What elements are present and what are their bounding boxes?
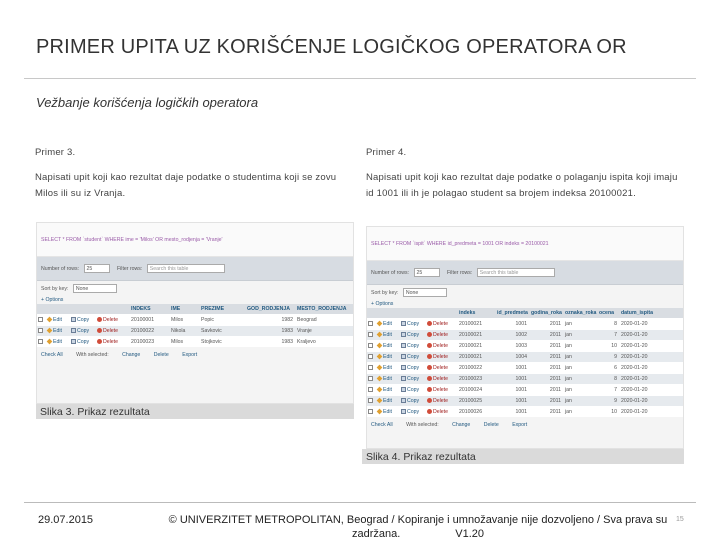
cell-godina: 2011 [530,352,564,363]
sort-select[interactable]: None [73,284,117,293]
delete-link[interactable] [426,396,458,407]
copy-icon [401,343,406,348]
slide-subtitle: Vežbanje korišćenja logičkih operatora [36,95,259,110]
pencil-icon [377,376,383,382]
cell-ime: Milos [170,337,200,348]
delete-label: Delete [433,321,448,327]
cell-indeks: 20100024 [458,385,496,396]
cell-god: 1983 [246,337,296,348]
table-row [37,337,353,348]
edit-link[interactable] [376,374,400,385]
edit-link[interactable] [46,337,70,348]
sort-row [37,281,353,296]
delete-button[interactable]: Delete [153,352,169,358]
column-header[interactable]: oznaka_roka [564,308,598,319]
delete-icon [427,321,432,326]
cell-godina: 2011 [530,363,564,374]
cell-ocena: 8 [598,319,620,330]
row-checkbox[interactable] [367,319,376,330]
result-table [367,308,683,417]
edit-label: Edit [383,387,392,393]
cell-rok: jan [564,341,598,352]
options-link[interactable]: + Options [371,301,394,307]
cell-id: 1001 [496,385,530,396]
cell-ocena: 10 [598,341,620,352]
cell-datum: 2020-01-20 [620,352,683,363]
delete-link[interactable] [426,341,458,352]
cell-god: 1983 [246,326,296,337]
column-header[interactable]: ocena [598,308,620,319]
column-header[interactable]: GOD_RODJENJA [246,304,296,315]
example-label: Primer 4. [366,147,407,158]
edit-label: Edit [53,339,62,345]
checkbox-icon[interactable] [368,354,373,359]
cell-godina: 2011 [530,396,564,407]
column-header [96,304,130,315]
pencil-icon [377,332,383,338]
checkbox-icon[interactable] [368,343,373,348]
cell-datum: 2020-01-20 [620,319,683,330]
rows-label: Number of rows: [41,265,80,272]
delete-label: Delete [103,328,118,334]
column-header [376,308,400,319]
table-row [367,319,683,330]
cell-ocena: 10 [598,407,620,418]
with-selected-label: With selected: [76,352,109,358]
pencil-icon [377,387,383,393]
delete-label: Delete [433,343,448,349]
page-number: 15 [676,516,684,523]
footer-copyright [150,513,686,540]
delete-link[interactable] [426,385,458,396]
cell-ocena: 8 [598,374,620,385]
cell-datum: 2020-01-20 [620,407,683,418]
with-selected-label: With selected: [406,422,439,428]
column-header[interactable]: IME [170,304,200,315]
copy-label: Copy [407,387,420,393]
pencil-icon [377,409,383,415]
cell-rok: jan [564,407,598,418]
copy-link[interactable] [400,396,426,407]
copy-label: Copy [77,317,90,323]
edit-link[interactable] [376,352,400,363]
cell-indeks: 20100022 [130,326,170,337]
cell-ocena: 7 [598,385,620,396]
delete-icon [97,339,102,344]
table-toolbar [367,261,683,285]
example-text: Napisati upit koji kao rezultat daje podatke o studentima koji se zovu Milos ili su iz Vranja. [35,172,337,199]
column-header [46,304,70,315]
edit-label: Edit [383,332,392,338]
cell-prezime: Stojkovic [200,337,246,348]
cell-indeks: 20100021 [458,319,496,330]
result-table [37,304,353,347]
cell-datum: 2020-01-20 [620,374,683,385]
table-row [367,407,683,418]
cell-datum: 2020-01-20 [620,385,683,396]
edit-link[interactable] [376,341,400,352]
row-checkbox[interactable] [367,363,376,374]
edit-link[interactable] [376,363,400,374]
cell-godina: 2011 [530,374,564,385]
copy-link[interactable] [400,385,426,396]
delete-label: Delete [433,365,448,371]
cell-godina: 2011 [530,385,564,396]
change-button[interactable]: Change [122,352,141,358]
cell-datum: 2020-01-20 [620,396,683,407]
pencil-icon [377,365,383,371]
pencil-icon [377,343,383,349]
table-toolbar [37,257,353,281]
column-header [37,304,46,315]
edit-link[interactable] [46,315,70,326]
copy-icon [71,328,76,333]
row-checkbox[interactable] [367,396,376,407]
delete-label: Delete [433,398,448,404]
column-header[interactable]: MESTO_RODJENJA [296,304,353,315]
copy-label: Copy [407,398,420,404]
delete-icon [427,365,432,370]
filter-label: Filter rows: [446,269,473,276]
delete-icon [97,328,102,333]
delete-icon [427,332,432,337]
cell-indeks: 20100021 [458,341,496,352]
cell-rok: jan [564,363,598,374]
table-row [367,330,683,341]
delete-button[interactable]: Delete [483,422,499,428]
delete-link[interactable] [426,407,458,418]
delete-link[interactable] [426,352,458,363]
row-checkbox[interactable] [367,330,376,341]
cell-ime: Milos [170,315,200,326]
pencil-icon [47,317,53,323]
delete-icon [427,376,432,381]
edit-label: Edit [383,376,392,382]
cell-indeks: 20100023 [130,337,170,348]
cell-godina: 2011 [530,330,564,341]
row-checkbox[interactable] [367,352,376,363]
change-button[interactable]: Change [452,422,471,428]
sql-query: SELECT * FROM `student` WHERE ime = 'Milos' OR mesto_rodjenja = 'Vranje' [37,223,353,257]
pencil-icon [47,339,53,345]
delete-label: Delete [433,376,448,382]
cell-mesto: Kraljevo [296,337,353,348]
rows-label: Number of rows: [371,269,410,276]
right-column [366,145,686,202]
cell-indeks: 20100001 [130,315,170,326]
cell-id: 1001 [496,396,530,407]
column-header[interactable]: indeks [458,308,496,319]
copy-label: Copy [407,321,420,327]
copy-label: Copy [407,376,420,382]
checkbox-icon[interactable] [368,376,373,381]
delete-link[interactable] [96,326,130,337]
export-button[interactable]: Export [512,422,528,428]
cell-indeks: 20100022 [458,363,496,374]
cell-ocena: 6 [598,363,620,374]
export-button[interactable]: Export [182,352,198,358]
left-column [35,145,353,202]
edit-link[interactable] [376,330,400,341]
table-row [367,352,683,363]
cell-rok: jan [564,396,598,407]
copy-label: Copy [407,343,420,349]
cell-ime: Nikola [170,326,200,337]
cell-id: 1002 [496,330,530,341]
sort-label: Sort by key: [41,285,69,292]
copy-label: Copy [407,409,420,415]
delete-label: Delete [433,354,448,360]
table-row [367,363,683,374]
cell-rok: jan [564,385,598,396]
delete-link[interactable] [426,319,458,330]
edit-link[interactable] [376,407,400,418]
edit-label: Edit [53,328,62,334]
cell-rok: jan [564,374,598,385]
copy-label: Copy [407,365,420,371]
checkbox-icon[interactable] [368,409,373,414]
copy-icon [401,398,406,403]
delete-label: Delete [433,332,448,338]
copy-link[interactable] [70,326,96,337]
pencil-icon [47,328,53,334]
column-header [367,308,376,319]
row-checkbox[interactable] [367,341,376,352]
edit-link[interactable] [46,326,70,337]
cell-godina: 2011 [530,341,564,352]
cell-id: 1003 [496,341,530,352]
table-row [367,341,683,352]
figure-caption-4: Slika 4. Prikaz rezultata [362,449,684,464]
checkbox-icon[interactable] [368,321,373,326]
delete-link[interactable] [426,330,458,341]
edit-label: Edit [383,321,392,327]
checkbox-icon[interactable] [38,317,43,322]
delete-link[interactable] [96,337,130,348]
edit-label: Edit [383,354,392,360]
title-divider [24,78,696,79]
column-header[interactable]: godina_roka [530,308,564,319]
pencil-icon [377,354,383,360]
checkbox-icon[interactable] [368,365,373,370]
edit-label: Edit [53,317,62,323]
copy-icon [401,321,406,326]
column-header[interactable]: INDEKS [130,304,170,315]
table-row [37,326,353,337]
edit-label: Edit [383,409,392,415]
copy-icon [71,317,76,322]
cell-indeks: 20100025 [458,396,496,407]
copyright-line-2: zadržana. V1.20 [351,528,485,540]
copy-label: Copy [77,339,90,345]
footer-divider [24,502,696,503]
cell-indeks: 20100021 [458,352,496,363]
table-footer [37,347,353,363]
delete-icon [427,387,432,392]
delete-icon [427,354,432,359]
sort-label: Sort by key: [371,289,399,296]
cell-datum: 2020-01-20 [620,330,683,341]
edit-label: Edit [383,343,392,349]
screenshot-result-4 [366,226,684,449]
copy-icon [401,376,406,381]
copy-link[interactable] [400,352,426,363]
checkbox-icon[interactable] [368,387,373,392]
sort-row [367,285,683,300]
cell-mesto: Beograd [296,315,353,326]
delete-label: Delete [103,317,118,323]
delete-link[interactable] [96,315,130,326]
delete-link[interactable] [426,363,458,374]
cell-rok: jan [564,352,598,363]
cell-datum: 2020-01-20 [620,341,683,352]
cell-datum: 2020-01-20 [620,363,683,374]
edit-label: Edit [383,398,392,404]
check-all-link[interactable]: Check All [371,422,393,428]
pencil-icon [377,321,383,327]
edit-link[interactable] [376,319,400,330]
copy-icon [401,409,406,414]
copyright-line-1: © UNIVERZITET METROPOLITAN, Beograd / Kopiranje i umnožavanje nije dozvoljeno / Sva prava su [168,514,668,526]
delete-icon [427,398,432,403]
copy-label: Copy [77,328,90,334]
cell-god: 1982 [246,315,296,326]
copy-icon [401,332,406,337]
cell-indeks: 20100023 [458,374,496,385]
sort-select[interactable]: None [403,288,447,297]
column-header [70,304,96,315]
cell-id: 1001 [496,407,530,418]
edit-label: Edit [383,365,392,371]
copy-label: Copy [407,332,420,338]
copy-link[interactable] [400,319,426,330]
delete-icon [427,343,432,348]
column-header[interactable]: id_predmeta [496,308,530,319]
row-checkbox[interactable] [367,385,376,396]
edit-link[interactable] [376,385,400,396]
screenshot-result-3 [36,222,354,404]
cell-mesto: Vranje [296,326,353,337]
pencil-icon [377,398,383,404]
row-checkbox[interactable] [37,326,46,337]
cell-ocena: 9 [598,352,620,363]
example-label: Primer 3. [35,147,76,158]
options-link[interactable]: + Options [41,297,64,303]
copy-link[interactable] [70,315,96,326]
cell-rok: jan [564,319,598,330]
delete-label: Delete [103,339,118,345]
cell-godina: 2011 [530,407,564,418]
cell-ocena: 7 [598,330,620,341]
rows-select[interactable]: 25 [84,264,110,273]
row-checkbox[interactable] [367,374,376,385]
filter-input[interactable]: Search this table [477,268,555,277]
column-header [400,308,426,319]
copy-icon [401,354,406,359]
copy-link[interactable] [400,407,426,418]
checkbox-icon[interactable] [368,398,373,403]
table-row [367,374,683,385]
rows-select[interactable]: 25 [414,268,440,277]
filter-input[interactable]: Search this table [147,264,225,273]
row-checkbox[interactable] [37,315,46,326]
copy-icon [401,387,406,392]
delete-link[interactable] [426,374,458,385]
delete-icon [427,409,432,414]
cell-ocena: 9 [598,396,620,407]
table-row [367,385,683,396]
checkbox-icon[interactable] [38,339,43,344]
footer-date: 29.07.2015 [38,514,94,526]
cell-prezime: Savkovic [200,326,246,337]
copy-link[interactable] [70,337,96,348]
row-checkbox[interactable] [37,337,46,348]
slide-title: PRIMER UPITA UZ KORIŠĆENJE LOGIČKOG OPERATORA OR [36,36,627,58]
copy-label: Copy [407,354,420,360]
example-text: Napisati upit koji kao rezultat daje podatke o polaganju ispita koji imaju id 1001 ili ih je polagao student sa brojem indeksa 20100021. [366,172,678,199]
copy-icon [401,365,406,370]
row-checkbox[interactable] [367,407,376,418]
cell-prezime: Popic [200,315,246,326]
copy-link[interactable] [400,341,426,352]
sql-query: SELECT * FROM `ispit` WHERE id_predmeta = 1001 OR indeks = 20100021 [367,227,683,261]
table-row [367,396,683,407]
delete-label: Delete [433,387,448,393]
cell-id: 1004 [496,352,530,363]
check-all-link[interactable]: Check All [41,352,63,358]
figure-caption-3: Slika 3. Prikaz rezultata [36,404,354,419]
table-footer [367,417,683,433]
copy-icon [71,339,76,344]
delete-icon [97,317,102,322]
checkbox-icon[interactable] [38,328,43,333]
column-header[interactable]: PREZIME [200,304,246,315]
cell-id: 1001 [496,319,530,330]
cell-indeks: 20100021 [458,330,496,341]
copy-link[interactable] [400,363,426,374]
cell-godina: 2011 [530,319,564,330]
cell-id: 1001 [496,363,530,374]
edit-link[interactable] [376,396,400,407]
column-header[interactable]: datum_ispita [620,308,683,319]
table-row [37,315,353,326]
cell-id: 1001 [496,374,530,385]
cell-rok: jan [564,330,598,341]
cell-indeks: 20100026 [458,407,496,418]
copy-link[interactable] [400,374,426,385]
column-header [426,308,458,319]
copy-link[interactable] [400,330,426,341]
filter-label: Filter rows: [116,265,143,272]
delete-label: Delete [433,409,448,415]
checkbox-icon[interactable] [368,332,373,337]
